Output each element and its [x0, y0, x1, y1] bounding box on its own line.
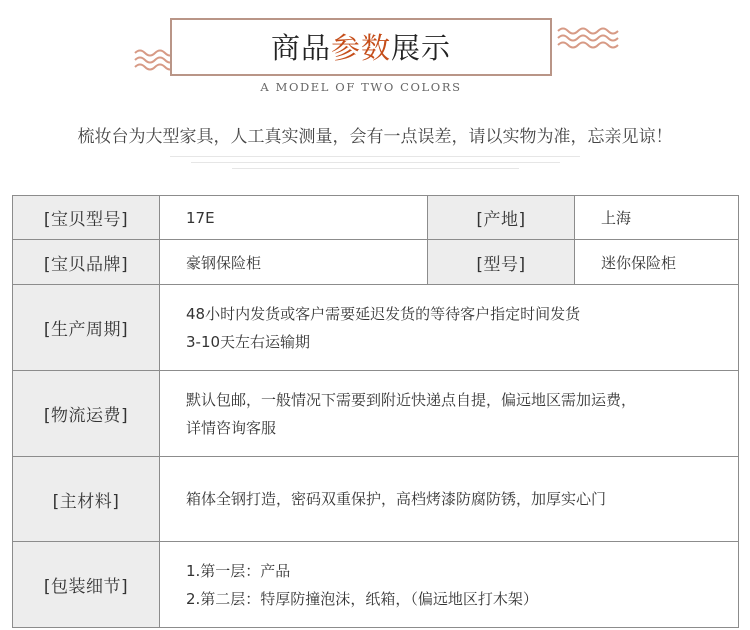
- table-row: [13, 457, 739, 542]
- table-row: [13, 240, 739, 285]
- shipping-value: [160, 371, 739, 457]
- title-accent: 参数: [330, 31, 391, 65]
- material-line: 箱体全钢打造，密码双重保护，高档烤漆防腐防锈，加厚实心门: [186, 490, 607, 508]
- table-row: [13, 196, 739, 240]
- packaging-value: [160, 542, 739, 628]
- brand-value: 豪钢保险柜: [160, 240, 428, 285]
- origin-value: 上海: [575, 196, 739, 240]
- production-value: [160, 285, 739, 371]
- model-value: 17E: [160, 196, 428, 240]
- packaging-line: 1.第一层：产品: [186, 561, 291, 580]
- shipping-line: 默认包邮，一般情况下需要到附近快递点自提，偏远地区需加运费，: [186, 390, 637, 409]
- material-label: [主材料]: [13, 457, 160, 542]
- origin-label: [产地]: [428, 196, 575, 240]
- wave-decoration-right: [556, 26, 620, 50]
- type-label: [型号]: [428, 240, 575, 285]
- packaging-line: 2.第二层：特厚防撞泡沫，纸箱，（偏远地区打木架）: [186, 589, 538, 608]
- production-line: 48小时内发货或客户需要延迟发货的等待客户指定时间发货: [186, 304, 581, 323]
- table-row: [13, 371, 739, 457]
- shipping-line: 详情咨询客服: [186, 418, 277, 437]
- table-row: [13, 285, 739, 371]
- production-label: [生产周期]: [13, 285, 160, 371]
- measurement-notice: 梳妆台为大型家具，人工真实测量，会有一点误差，请以实物为准，忘亲见谅！: [77, 127, 673, 147]
- production-line: 3-10天左右运输期: [186, 332, 311, 351]
- table-row: [13, 542, 739, 628]
- brand-label: [宝贝品牌]: [13, 240, 160, 285]
- page-subtitle: A MODEL OF TWO COLORS: [230, 77, 492, 97]
- shipping-label: [物流运费]: [13, 371, 160, 457]
- model-label: [宝贝型号]: [13, 196, 160, 240]
- fine-print-decoration: [170, 156, 580, 178]
- spec-table: [12, 195, 739, 628]
- packaging-label: [包装细节]: [13, 542, 160, 628]
- material-value: [160, 457, 739, 542]
- type-value: 迷你保险柜: [575, 240, 739, 285]
- page-title: [170, 28, 552, 68]
- title-prefix: 商品: [270, 31, 331, 65]
- title-suffix: 展示: [391, 31, 452, 65]
